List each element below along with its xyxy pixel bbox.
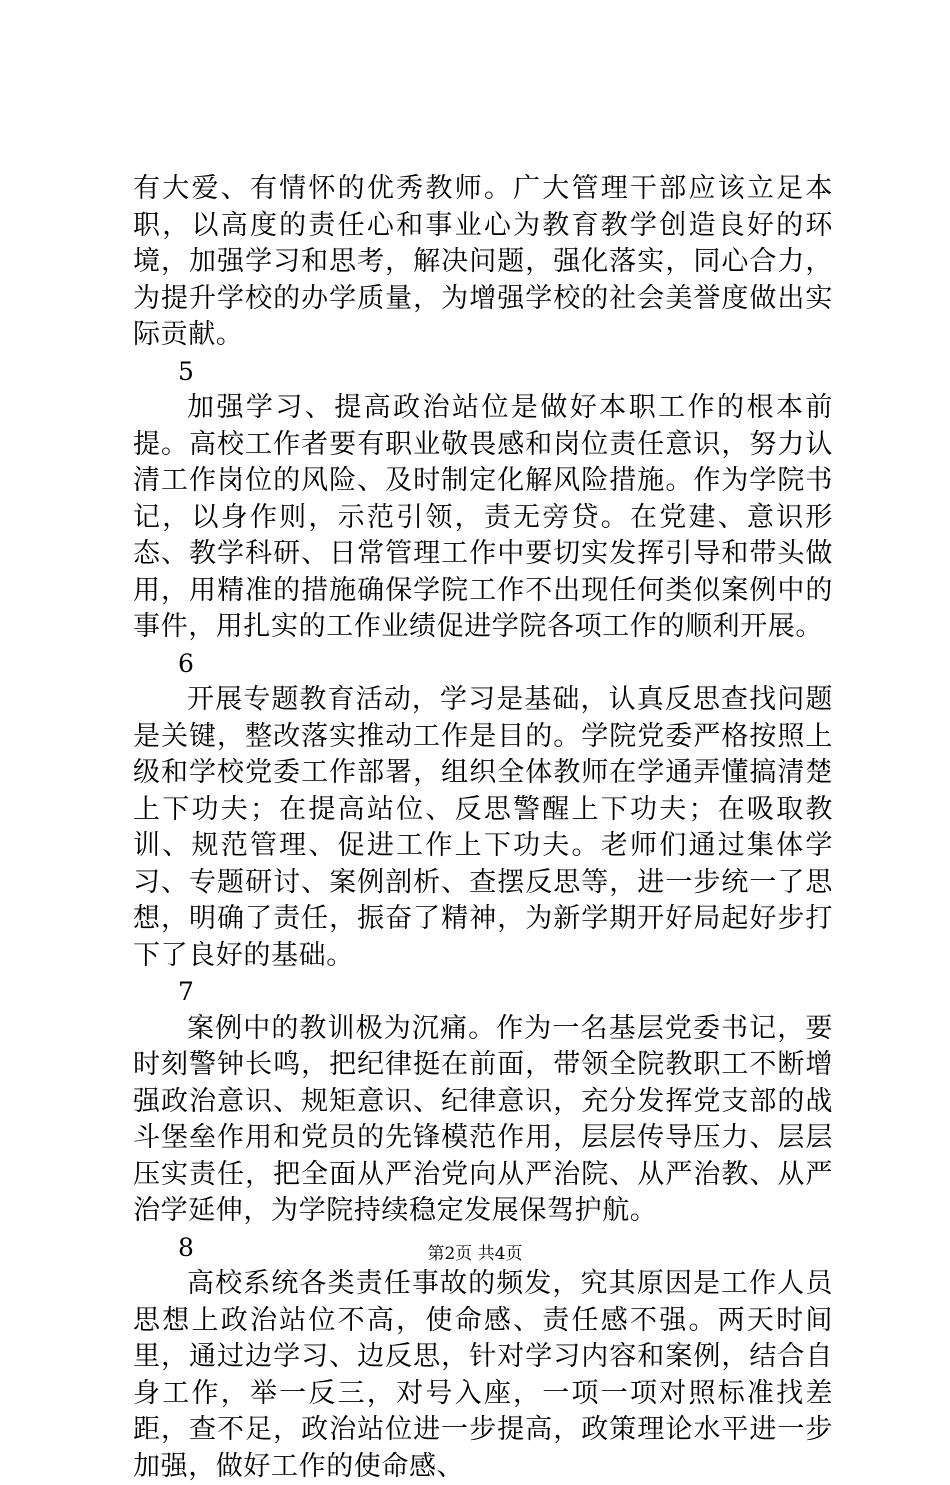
paragraph-5: 加强学习、提高政治站位是做好本职工作的根本前提。高校工作者要有职业敬畏感和岗位责任意识，努力认清工作岗位的风险、及时制定化解风险措施。作为学院书记，以身作则，示范引领，责无旁贷。在党建、意识形态、教学科研、日常管理工作中要切实发挥引导和带头做用，用精准的措施确保学院工作不出现任何类似案例中的事件，用扎实的工作业绩促进学院各项工作的顺利开展。 [133,392,833,642]
page-footer: 第2页 共4页 [427,1244,523,1264]
paragraph-number-5: 5 [178,356,194,386]
paragraph-continuation: 有大爱、有情怀的优秀教师。广大管理干部应该立足本职，以高度的责任心和事业心为教育教学创造良好的环境，加强学习和思考，解决问题，强化落实，同心合力，为提升学校的办学质量，为增强学校的社会美誉度做出实际贡献。 [133,173,833,350]
paragraph-6: 开展专题教育活动，学习是基础，认真反思查找问题是关键，整改落实推动工作是目的。学院党委严格按照上级和学校党委工作部署，组织全体教师在学通弄懂搞清楚上下功夫；在提高站位、反思警醒上下功夫；在吸取教训、规范管理、促进工作上下功夫。老师们通过集体学习、专题研讨、案例剖析、查摆反思等，进一步统一了思想，明确了责任，振奋了精神，为新学期开好局起好步打下了良好的基础。 [133,684,833,971]
paragraph-number-7: 7 [178,977,194,1006]
paragraph-8: 高校系统各类责任事故的频发，究其原因是工作人员思想上政治站位不高，使命感、责任感不强。两天时间里，通过边学习、边反思，针对学习内容和案例，结合自身工作，举一反三，对号入座，一项一项对照标准找差距，查不足，政治站位进一步提高，政策理论水平进一步加强，做好工作的使命感、 [133,1268,833,1482]
document-body [133,171,833,1485]
paragraph-number-8: 8 [178,1232,194,1262]
paragraph-7: 案例中的教训极为沉痛。作为一名基层党委书记，要时刻警钟长鸣，把纪律挺在前面，带领全院教职工不断增强政治意识、规矩意识、纪律意识，充分发挥党支部的战斗堡垒作用和党员的先锋模范作用，层层传导压力、层层压实责任，把全面从严治党向从严治院、从严治教、从严治学延伸，为学院持续稳定发展保驾护航。 [133,1012,833,1226]
paragraph-number-6: 6 [178,648,194,678]
